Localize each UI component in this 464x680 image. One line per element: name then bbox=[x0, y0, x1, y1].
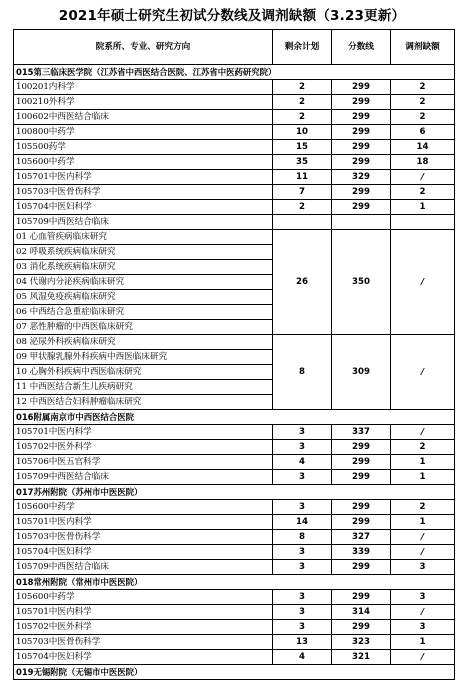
admission-score-table bbox=[13, 29, 455, 680]
section-header: 016附属南京市中西医结合医院 bbox=[14, 410, 455, 425]
vacancy-cell: 2 bbox=[391, 440, 455, 455]
table-row bbox=[14, 620, 455, 635]
major-cell: 100602中西医结合临床 bbox=[14, 110, 273, 125]
score-cell: 299 bbox=[332, 140, 391, 155]
vacancy-cell: / bbox=[391, 530, 455, 545]
vacancy-cell: / bbox=[391, 425, 455, 440]
section-header: 017苏州附院（苏州市中医医院） bbox=[14, 485, 455, 500]
vacancy-cell: 14 bbox=[391, 140, 455, 155]
score-cell: 299 bbox=[332, 155, 391, 170]
major-cell: 105704中医妇科学 bbox=[14, 545, 273, 560]
vacancy-cell: 2 bbox=[391, 80, 455, 95]
score-cell: 299 bbox=[332, 500, 391, 515]
score-cell: 309 bbox=[332, 335, 391, 410]
section-header-row bbox=[14, 410, 455, 425]
table-row bbox=[14, 605, 455, 620]
major-cell: 105703中医骨伤科学 bbox=[14, 635, 273, 650]
remaining-cell: 11 bbox=[273, 170, 332, 185]
vacancy-cell: 2 bbox=[391, 185, 455, 200]
remaining-cell: 3 bbox=[273, 440, 332, 455]
vacancy-cell: 18 bbox=[391, 155, 455, 170]
score-cell: 299 bbox=[332, 590, 391, 605]
major-cell: 105600中药学 bbox=[14, 590, 273, 605]
table-row bbox=[14, 515, 455, 530]
section-header-row bbox=[14, 65, 455, 80]
score-cell: 329 bbox=[332, 170, 391, 185]
score-cell: 299 bbox=[332, 80, 391, 95]
vacancy-cell: 3 bbox=[391, 560, 455, 575]
section-header: 018常州附院（常州市中医医院） bbox=[14, 575, 455, 590]
remaining-cell: 3 bbox=[273, 500, 332, 515]
vacancy-cell: 2 bbox=[391, 110, 455, 125]
major-cell: 105701中医内科学 bbox=[14, 515, 273, 530]
vacancy-cell: 3 bbox=[391, 620, 455, 635]
table-body bbox=[14, 30, 455, 680]
vacancy-cell: 1 bbox=[391, 515, 455, 530]
major-cell: 105500药学 bbox=[14, 140, 273, 155]
research-direction-cell: 02 呼吸系统疾病临床研究 bbox=[14, 245, 273, 260]
score-cell: 299 bbox=[332, 455, 391, 470]
score-cell: 321 bbox=[332, 650, 391, 665]
remaining-cell: 3 bbox=[273, 590, 332, 605]
research-direction-cell: 04 代谢内分泌疾病临床研究 bbox=[14, 275, 273, 290]
score-cell: 327 bbox=[332, 530, 391, 545]
table-row bbox=[14, 545, 455, 560]
remaining-cell: 8 bbox=[273, 530, 332, 545]
page-title: 2021年硕士研究生初试分数线及调剂缺额（3.23更新） bbox=[58, 8, 406, 24]
major-cell: 105600中药学 bbox=[14, 155, 273, 170]
score-cell: 299 bbox=[332, 95, 391, 110]
research-direction-cell: 11 中西医结合新生儿疾病研究 bbox=[14, 380, 273, 395]
table-row bbox=[14, 635, 455, 650]
remaining-cell: 2 bbox=[273, 200, 332, 215]
remaining-cell: 3 bbox=[273, 605, 332, 620]
major-cell: 105701中医内科学 bbox=[14, 425, 273, 440]
remaining-cell: 3 bbox=[273, 545, 332, 560]
research-direction-cell: 10 心胸外科疾病中西医临床研究 bbox=[14, 365, 273, 380]
major-cell: 105701中医内科学 bbox=[14, 605, 273, 620]
section-header-row bbox=[14, 575, 455, 590]
major-cell: 105701中医内科学 bbox=[14, 170, 273, 185]
table-row bbox=[14, 590, 455, 605]
score-cell: 299 bbox=[332, 200, 391, 215]
major-cell: 105706中医五官科学 bbox=[14, 455, 273, 470]
major-cell: 100210外科学 bbox=[14, 95, 273, 110]
vacancy-cell: 1 bbox=[391, 200, 455, 215]
group-title-row bbox=[14, 215, 455, 230]
remaining-cell: 14 bbox=[273, 515, 332, 530]
research-direction-cell: 06 中西结合急重症临床研究 bbox=[14, 305, 273, 320]
major-cell: 105703中医骨伤科学 bbox=[14, 530, 273, 545]
major-cell: 105709中西医结合临床 bbox=[14, 560, 273, 575]
vacancy-cell: 2 bbox=[391, 95, 455, 110]
major-cell: 105600中药学 bbox=[14, 500, 273, 515]
table-row bbox=[14, 650, 455, 665]
major-cell: 100201内科学 bbox=[14, 80, 273, 95]
score-cell: 323 bbox=[332, 635, 391, 650]
vacancy-cell: 1 bbox=[391, 455, 455, 470]
section-header: 015第三临床医学院（江苏省中西医结合医院、江苏省中医药研究院） bbox=[14, 65, 455, 80]
score-cell: 299 bbox=[332, 470, 391, 485]
major-cell: 105702中医外科学 bbox=[14, 440, 273, 455]
score-cell: 299 bbox=[332, 125, 391, 140]
research-direction-row bbox=[14, 230, 455, 245]
remaining-cell: 2 bbox=[273, 110, 332, 125]
empty-cell bbox=[391, 215, 455, 230]
vacancy-cell: 1 bbox=[391, 470, 455, 485]
header-score: 分数线 bbox=[332, 30, 391, 65]
vacancy-cell: / bbox=[391, 335, 455, 410]
research-direction-row bbox=[14, 335, 455, 350]
vacancy-cell: / bbox=[391, 650, 455, 665]
research-direction-cell: 12 中西医结合妇科肿瘤临床研究 bbox=[14, 395, 273, 410]
remaining-cell: 7 bbox=[273, 185, 332, 200]
major-cell: 105704中医妇科学 bbox=[14, 200, 273, 215]
remaining-cell: 35 bbox=[273, 155, 332, 170]
vacancy-cell: / bbox=[391, 545, 455, 560]
major-cell: 105709中西医结合临床 bbox=[14, 215, 273, 230]
section-header-row bbox=[14, 485, 455, 500]
score-cell: 339 bbox=[332, 545, 391, 560]
table-row bbox=[14, 440, 455, 455]
remaining-cell: 4 bbox=[273, 455, 332, 470]
research-direction-cell: 05 风湿免疫疾病临床研究 bbox=[14, 290, 273, 305]
table-row bbox=[14, 455, 455, 470]
header-remaining: 剩余计划 bbox=[273, 30, 332, 65]
empty-cell bbox=[332, 215, 391, 230]
score-cell: 337 bbox=[332, 425, 391, 440]
table-row bbox=[14, 155, 455, 170]
vacancy-cell: / bbox=[391, 605, 455, 620]
research-direction-cell: 08 泌尿外科疾病临床研究 bbox=[14, 335, 273, 350]
remaining-cell: 3 bbox=[273, 470, 332, 485]
remaining-cell: 2 bbox=[273, 80, 332, 95]
major-cell: 105704中医妇科学 bbox=[14, 650, 273, 665]
table-header-row bbox=[14, 30, 455, 65]
table-row bbox=[14, 425, 455, 440]
remaining-cell: 15 bbox=[273, 140, 332, 155]
remaining-cell: 3 bbox=[273, 560, 332, 575]
table-row bbox=[14, 500, 455, 515]
remaining-cell: 2 bbox=[273, 95, 332, 110]
table-row bbox=[14, 200, 455, 215]
table-row bbox=[14, 170, 455, 185]
remaining-cell: 3 bbox=[273, 620, 332, 635]
score-cell: 299 bbox=[332, 620, 391, 635]
score-cell: 299 bbox=[332, 515, 391, 530]
remaining-cell: 13 bbox=[273, 635, 332, 650]
major-cell: 105709中西医结合临床 bbox=[14, 470, 273, 485]
table-row bbox=[14, 185, 455, 200]
vacancy-cell: 1 bbox=[391, 635, 455, 650]
header-vacancy: 调剂缺额 bbox=[391, 30, 455, 65]
research-direction-cell: 01 心血管疾病临床研究 bbox=[14, 230, 273, 245]
table-row bbox=[14, 530, 455, 545]
section-header: 019无锡附院（无锡市中医医院） bbox=[14, 665, 455, 680]
score-cell: 299 bbox=[332, 110, 391, 125]
remaining-cell: 8 bbox=[273, 335, 332, 410]
remaining-cell: 3 bbox=[273, 425, 332, 440]
research-direction-cell: 03 消化系统疾病临床研究 bbox=[14, 260, 273, 275]
major-cell: 100800中药学 bbox=[14, 125, 273, 140]
vacancy-cell: / bbox=[391, 230, 455, 335]
major-cell: 105702中医外科学 bbox=[14, 620, 273, 635]
remaining-cell: 26 bbox=[273, 230, 332, 335]
score-cell: 299 bbox=[332, 185, 391, 200]
research-direction-cell: 09 甲状腺乳腺外科疾病中西医临床研究 bbox=[14, 350, 273, 365]
research-direction-cell: 07 恶性肿瘤的中西医临床研究 bbox=[14, 320, 273, 335]
table-row bbox=[14, 95, 455, 110]
vacancy-cell: 2 bbox=[391, 500, 455, 515]
table-row bbox=[14, 80, 455, 95]
table-row bbox=[14, 560, 455, 575]
section-header-row bbox=[14, 665, 455, 680]
empty-cell bbox=[273, 215, 332, 230]
major-cell: 105703中医骨伤科学 bbox=[14, 185, 273, 200]
remaining-cell: 4 bbox=[273, 650, 332, 665]
score-cell: 314 bbox=[332, 605, 391, 620]
header-major: 院系所、专业、研究方向 bbox=[14, 30, 273, 65]
vacancy-cell: 3 bbox=[391, 590, 455, 605]
remaining-cell: 10 bbox=[273, 125, 332, 140]
score-cell: 350 bbox=[332, 230, 391, 335]
table-row bbox=[14, 110, 455, 125]
table-row bbox=[14, 140, 455, 155]
score-cell: 299 bbox=[332, 560, 391, 575]
table-row bbox=[14, 125, 455, 140]
score-cell: 299 bbox=[332, 440, 391, 455]
table-row bbox=[14, 470, 455, 485]
vacancy-cell: / bbox=[391, 170, 455, 185]
vacancy-cell: 6 bbox=[391, 125, 455, 140]
